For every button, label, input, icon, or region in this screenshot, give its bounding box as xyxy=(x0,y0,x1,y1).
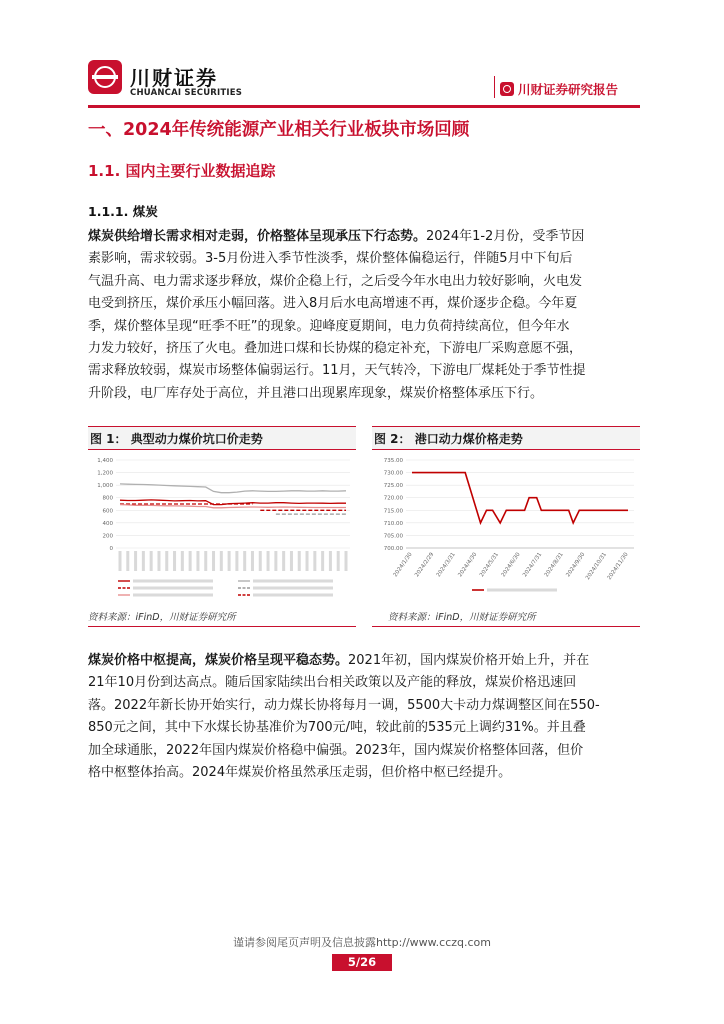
x-tick-label xyxy=(313,551,316,571)
y-tick-label: 600 xyxy=(102,508,113,515)
x-tick-label xyxy=(243,551,246,571)
paragraph-line: 加全球通胀，2022年国内煤炭价格稳中偏强。2023年，国内煤炭价格整体回落，但价 xyxy=(88,742,584,758)
paragraph-line: 需求释放较弱，煤炭市场整体偏弱运行。11月，天气转冷，下游电厂煤耗处于季节性提 xyxy=(88,363,586,379)
x-tick-label xyxy=(165,551,168,571)
y-tick-label: 400 xyxy=(102,520,113,527)
subsection-title: 1.1. 国内主要行业数据追踪 xyxy=(88,162,276,180)
x-tick-label xyxy=(119,551,122,571)
page-number: 5/26 xyxy=(332,954,392,971)
footer-disclaimer: 谨请参阅尾页声明及信息披露http://www.cczq.com xyxy=(232,936,491,949)
brand-name-cn: 川财证券 xyxy=(130,66,218,90)
x-tick-label xyxy=(196,551,199,571)
x-tick-label xyxy=(337,551,340,571)
legend-label xyxy=(133,580,213,583)
x-tick-label xyxy=(173,551,176,571)
legend-label xyxy=(253,580,333,583)
y-tick-label: 700.00 xyxy=(383,546,403,552)
paragraph-line: 电受到挤压，煤价承压小幅回落。进入8月后水电高增速不再，煤价逐步企稳。今年夏 xyxy=(88,296,578,312)
paragraph-lead: 煤炭供给增长需求相对走弱，价格整体呈现承压下行态势。 xyxy=(88,229,427,244)
x-tick-label xyxy=(204,551,207,571)
brand-logo-icon xyxy=(88,60,122,94)
y-tick-label: 200 xyxy=(102,533,113,540)
legend-label xyxy=(253,587,333,590)
paragraph-line: 2024年1-2月份，受季节因 xyxy=(426,229,585,244)
x-tick-label xyxy=(150,551,153,571)
brand-name-en: CHUANCAI SECURITIES xyxy=(130,88,243,98)
y-tick-label: 735.00 xyxy=(383,458,403,464)
x-tick-label: 2024/5/31 xyxy=(478,551,501,579)
paragraph-line: 升阶段，电厂库存处于高位，并且港口出现累库现象，煤炭价格整体承压下行。 xyxy=(88,385,544,401)
section-title: 一、2024年传统能源产业相关行业板块市场回顾 xyxy=(88,120,470,140)
figure1-bottom-rule xyxy=(88,626,356,627)
paragraph-line: 季，煤价整体呈现“旺季不旺”的现象。迎峰度夏期间，电力负荷持续高位，但今年水 xyxy=(88,318,570,334)
x-tick-label xyxy=(274,551,277,571)
y-tick-label: 0 xyxy=(109,546,113,552)
legend-label xyxy=(487,589,557,592)
legend-label xyxy=(253,594,333,597)
x-tick-label xyxy=(189,551,192,571)
x-tick-label xyxy=(220,551,223,571)
x-tick-label xyxy=(212,551,215,571)
paragraph-line: 素影响，需求较弱。3-5月份进入季节性淡季，煤价整体偏稳运行，伴随5月中下旬后 xyxy=(88,251,573,267)
x-tick-label: 2024/10/31 xyxy=(584,551,609,582)
figure1-caption: 图 1： 典型动力煤价坑口价走势 xyxy=(88,426,356,450)
paragraph-line: 21年10月份到达高点。随后国家陆续出台相关政策以及产能的释放，煤炭价格迅速回 xyxy=(88,675,577,691)
figure2-caption: 图 2： 港口动力煤价格走势 xyxy=(372,426,640,450)
x-tick-label xyxy=(142,551,145,571)
figure1-source: 资料来源：iFinD，川财证券研究所 xyxy=(88,612,236,623)
x-tick-label: 2024/2/29 xyxy=(414,551,436,579)
report-tag xyxy=(500,80,618,98)
x-tick-label: 2024/7/31 xyxy=(522,551,544,579)
x-tick-label xyxy=(157,551,160,571)
x-tick-label xyxy=(298,551,301,571)
report-tag-logo-icon xyxy=(500,82,514,96)
x-tick-label xyxy=(321,551,324,571)
x-tick-label xyxy=(290,551,293,571)
x-tick-label xyxy=(282,551,285,571)
y-tick-label: 705.00 xyxy=(383,533,403,540)
x-tick-label: 2024/11/30 xyxy=(606,551,630,582)
paragraph-line: 850元之间，其中下水煤长协基准价为700元/吨，较此前的535元上调约31%。并且叠 xyxy=(88,720,586,736)
header-divider xyxy=(88,105,640,108)
x-tick-label: 2024/6/30 xyxy=(500,551,522,579)
paragraph-line: 力发力较好，挤压了火电。叠加进口煤和长协煤的稳定补充，下游电厂采购意愿不强， xyxy=(88,341,583,357)
legend-label xyxy=(133,594,213,597)
x-tick-label: 2024/8/31 xyxy=(543,551,565,579)
legend-label xyxy=(133,587,213,590)
x-tick-label: 2024/4/30 xyxy=(457,551,479,579)
report-tag-label: 川财证券研究报告 xyxy=(518,82,619,97)
x-tick-label xyxy=(345,551,348,571)
x-tick-label: 2024/3/31 xyxy=(435,551,457,579)
x-tick-label: 2024/1/30 xyxy=(392,551,414,579)
x-tick-label xyxy=(228,551,231,571)
y-tick-label: 725.00 xyxy=(383,483,403,490)
y-tick-label: 710.00 xyxy=(383,520,403,527)
x-tick-label xyxy=(181,551,184,571)
x-tick-label xyxy=(267,551,270,571)
x-tick-label xyxy=(251,551,254,571)
x-tick-label xyxy=(329,551,332,571)
figure2-chart xyxy=(372,452,640,602)
paragraph-line: 2021年初，国内煤炭价格开始上升，并在 xyxy=(348,653,590,668)
x-tick-label xyxy=(126,551,129,571)
subsubsection-title: 1.1.1. 煤炭 xyxy=(88,204,158,219)
paragraph-lead: 煤炭价格中枢提高，煤炭价格呈现平稳态势。 xyxy=(88,653,349,668)
paragraph-line: 气温升高、电力需求逐步释放，煤价企稳上行，之后受今年水电出力较好影响，火电发 xyxy=(88,273,583,289)
y-tick-label: 730.00 xyxy=(383,470,403,477)
y-tick-label: 1,000 xyxy=(97,483,113,490)
paragraph-coal-price-center xyxy=(88,650,640,784)
y-tick-label: 1,200 xyxy=(97,470,113,477)
x-tick-label xyxy=(306,551,309,571)
figure2-bottom-rule xyxy=(372,626,640,627)
y-tick-label: 715.00 xyxy=(383,508,403,515)
paragraph-coal-supply xyxy=(88,226,640,405)
x-tick-label xyxy=(259,551,262,571)
x-tick-label xyxy=(134,551,137,571)
x-tick-label: 2024/9/30 xyxy=(565,551,587,579)
x-tick-label xyxy=(235,551,238,571)
figure2-source: 资料来源：iFinD，川财证券研究所 xyxy=(388,612,536,623)
y-tick-label: 800 xyxy=(102,495,113,502)
series-line xyxy=(120,505,346,508)
paragraph-line: 落。2022年新长协开始实行，动力煤长协将每月一调，5500大卡动力煤调整区间在550- xyxy=(88,697,600,713)
y-tick-label: 1,400 xyxy=(97,458,113,464)
paragraph-line: 格中枢整体抬高。2024年煤炭价格虽然承压走弱，但价格中枢已经提升。 xyxy=(88,765,512,781)
figure1-chart xyxy=(88,452,360,602)
y-tick-label: 720.00 xyxy=(383,495,403,502)
